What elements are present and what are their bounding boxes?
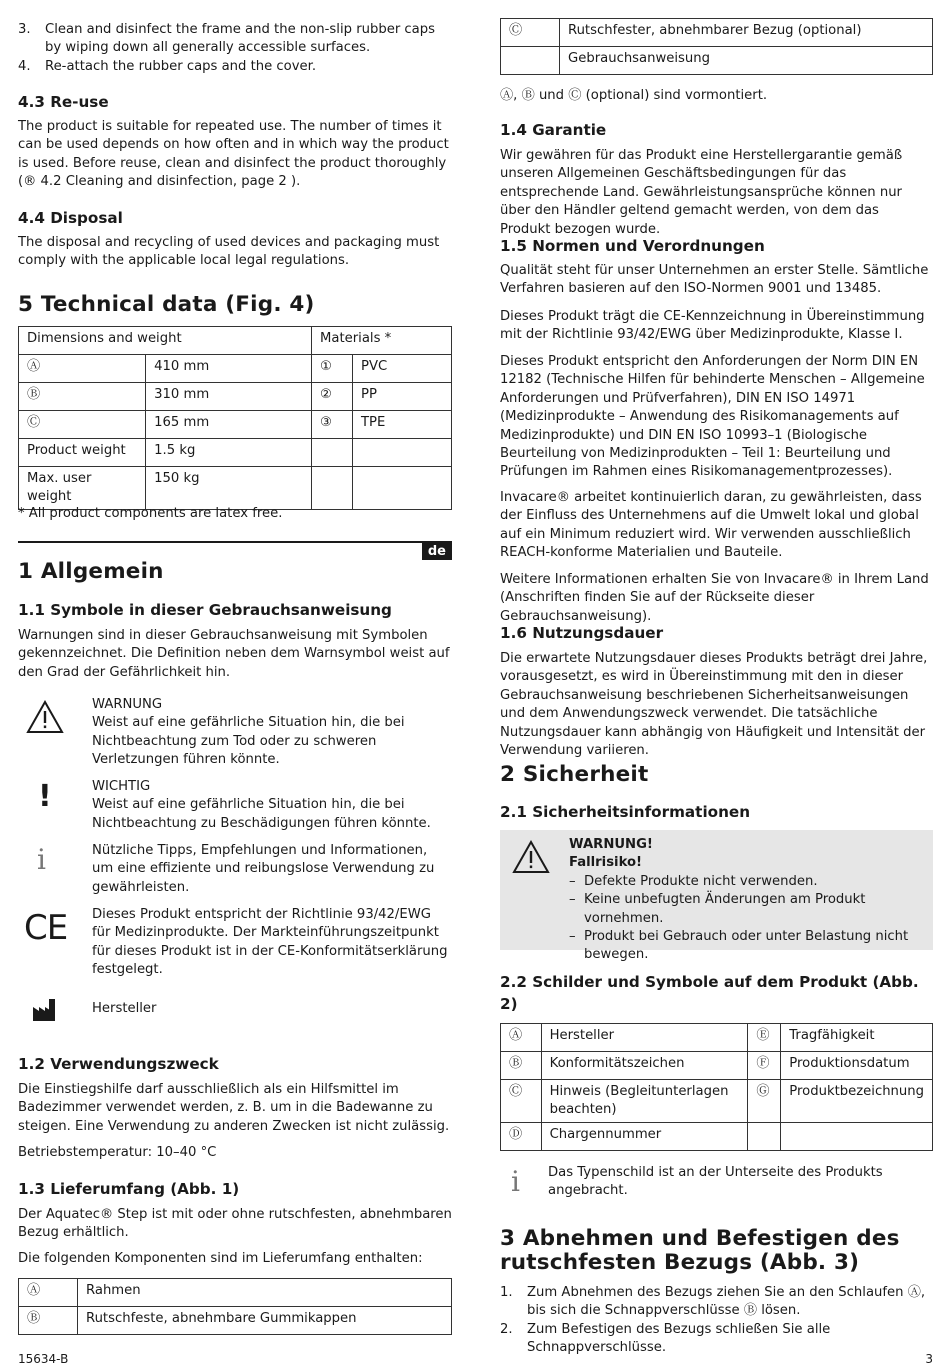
betriebstemperatur: Betriebstemperatur: 10–40 °C (18, 1145, 217, 1160)
table-row: Ⓐ Hersteller Ⓔ Tragfähigkeit (501, 1024, 933, 1052)
table-row: Product weight 1.5 kg (19, 439, 452, 467)
technical-data-table (18, 326, 452, 510)
step-text: Clean and disinfect the frame and the non-slip rubber caps by wiping down all generally accessible surfaces. (45, 22, 436, 56)
disposal-heading: 4.4 Disposal (18, 209, 123, 227)
table-row: Ⓑ 310 mm ② PP (19, 383, 452, 411)
symbole-heading: 1.1 Symbole in dieser Gebrauchsanweisung (18, 601, 392, 619)
wichtig-block (18, 778, 452, 836)
vormontiert-note: Ⓐ, Ⓑ und Ⓒ (optional) sind vormontiert. (500, 88, 768, 103)
document-code: 15634-B (18, 1352, 69, 1366)
reuse-text: The product is suitable for repeated use. The number of times it can be used depends on how often and in which way the product is used. Before reuse, clean and disinfect the product thoroughly (18, 119, 449, 171)
warnung-title: WARNUNG (92, 697, 163, 712)
step-number: 3. (18, 22, 31, 37)
manufacturer-icon (32, 998, 56, 1022)
language-badge: de (422, 543, 452, 560)
list-item: – Produkt bei Gebrauch oder unter Belastung nicht bewegen. (569, 929, 909, 963)
normen-p2: Dieses Produkt trägt die CE-Kennzeichnung in Übereinstimmung mit der Richtlinie 93/42/EWG über Medizinprodukte, Klasse I. (500, 309, 925, 343)
cleaning-step-3 (18, 21, 452, 61)
reuse-heading: 4.3 Re-use (18, 93, 109, 111)
normen-heading: 1.5 Normen und Verordnungen (500, 237, 765, 255)
table-header-materials: Materials * (312, 327, 452, 355)
warning-subtitle: Fallrisiko! (569, 855, 643, 871)
warnung-block (18, 696, 452, 772)
schilder-heading: 2.2 Schilder und Symbole auf dem Produkt (Abb. 2) (500, 973, 919, 1013)
wichtig-text: Weist auf eine gefährliche Situation hin, die bei Nichtbeachtung zu Beschädigungen führen könnte. (92, 797, 431, 831)
warning-triangle-icon (26, 700, 64, 734)
info-block (18, 842, 452, 898)
allgemein-heading: 1 Allgemein (18, 559, 164, 584)
table-row: Ⓐ 410 mm ① PVC (19, 355, 452, 383)
info-icon: i (37, 843, 46, 876)
table-row: Ⓓ Chargennummer (501, 1123, 933, 1151)
typenschild-note-block (500, 1164, 933, 1204)
typenschild-note: Das Typenschild ist an der Unterseite des Produkts angebracht. (548, 1165, 883, 1199)
verwendungszweck-heading: 1.2 Verwendungszweck (18, 1055, 219, 1073)
lieferumfang-heading: 1.3 Lieferumfang (Abb. 1) (18, 1180, 240, 1198)
table-row: Ⓐ Rahmen (19, 1279, 452, 1307)
step-number: 4. (18, 59, 31, 74)
abnehmen-step-1 (500, 1284, 933, 1322)
abnehmen-heading: 3 Abnehmen und Befestigen des rutschfesten Bezugs (Abb. 3) (500, 1226, 900, 1275)
warnung-text: Weist auf eine gefährliche Situation hin, die bei Nichtbeachtung zum Tod oder zu schweren Verletzungen führen könnte. (92, 715, 405, 768)
lieferumfang-text-2: Die folgenden Komponenten sind im Lieferumfang enthalten: (18, 1251, 423, 1266)
normen-p5: Weitere Informationen erhalten Sie von Invacare® in Ihrem Land (Anschriften finden Sie auf der Rückseite dieser Gebrauchsanweisung). (500, 572, 929, 624)
hersteller-text: Hersteller (92, 1001, 157, 1016)
disposal-text: The disposal and recycling of used devices and packaging must comply with the applicable local legal regulations. (18, 235, 440, 269)
table-row: Gebrauchsanweisung (501, 47, 933, 75)
lieferumfang-text: Der Aquatec® Step ist mit oder ohne rutschfesten, abnehmbaren Bezug erhältlich. (18, 1207, 452, 1241)
technical-data-heading: 5 Technical data (Fig. 4) (18, 292, 315, 317)
ce-mark-icon: CE (24, 908, 68, 948)
language-section-rule (18, 541, 452, 543)
lieferumfang-table-continued (500, 18, 933, 75)
exclamation-icon: ! (38, 779, 52, 814)
table-row: Ⓑ Konformitätszeichen Ⓕ Produktionsdatum (501, 1052, 933, 1080)
warning-box (500, 830, 933, 963)
step-text: Zum Abnehmen des Bezugs ziehen Sie an den Schlaufen Ⓐ, bis sich die Schnappverschlüsse Ⓑ lösen. (527, 1285, 926, 1319)
warning-title: WARNUNG! (569, 837, 653, 852)
table-row: Ⓒ Hinweis (Begleitunterlagen beachten) Ⓖ Produktbezeichnung (501, 1080, 933, 1123)
schilder-table (500, 1023, 933, 1151)
abnehmen-step-2 (500, 1321, 933, 1356)
step-text: Zum Befestigen des Bezugs schließen Sie alle Schnappverschlüsse. (527, 1322, 831, 1356)
hersteller-block (18, 998, 452, 1024)
page-number: 3 (925, 1352, 933, 1366)
info-icon: i (511, 1165, 520, 1198)
list-item: – Keine unbefugten Änderungen am Produkt vornehmen. (569, 892, 866, 926)
ce-block (18, 906, 452, 982)
step-number: 1. (500, 1285, 513, 1300)
step-text: Re-attach the rubber caps and the cover. (45, 59, 317, 74)
verwendungszweck-text: Die Einstiegshilfe darf ausschließlich als ein Hilfsmittel im Badezimmer verwendet werden, z. B. um in die Badewanne zu steigen. Eine Verwendung zu anderen Zwecken ist nicht zulässig. (18, 1082, 450, 1134)
ce-text: Dieses Produkt entspricht der Richtlinie 93/42/EWG für Medizinprodukte. Der Markteinführungszeitpunkt für dieses Produkt ist in der CE-Konformitätserklärung festgelegt. (92, 907, 448, 978)
reuse-reference: (® 4.2 Cleaning and disinfection, page 2 ). (18, 174, 301, 189)
table-header-dimensions: Dimensions and weight (19, 327, 312, 355)
info-text: Nützliche Tipps, Empfehlungen und Informationen, um eine effiziente und reibungslose Verwendung zu gewährleisten. (92, 843, 435, 895)
normen-p4: Invacare® arbeitet kontinuierlich daran, zu gewährleisten, dass der Einfluss des Unternehmens auf die Umwelt lokal und global auf ein Minimum reduziert wird. Wir verwenden ausschließlich REACH-konforme Materialien und Bauteile. (500, 490, 922, 561)
symbole-intro: Warnungen sind in dieser Gebrauchsanweisung mit Symbolen gekennzeichnet. Die Definition neben dem Warnsymbol weist auf den Grad der Gefährlichkeit hin. (18, 628, 450, 680)
latex-footnote: * All product components are latex free. (18, 506, 283, 521)
garantie-text: Wir gewähren für das Produkt eine Herstellergarantie gemäß unseren Allgemeinen Geschäftsbedingungen für das entsprechende Land. Gewährleistungsansprüche können nur über den Händler geltend gemacht werden, von dem das Produkt bezogen wurde. (500, 148, 903, 237)
sicherheit-heading: 2 Sicherheit (500, 762, 649, 787)
warning-triangle-icon (512, 840, 550, 874)
nutzungsdauer-heading: 1.6 Nutzungsdauer (500, 624, 664, 642)
sicherheitsinformationen-heading: 2.1 Sicherheitsinformationen (500, 803, 751, 821)
cleaning-step-4 (18, 58, 452, 78)
list-item: – Defekte Produkte nicht verwenden. (569, 873, 818, 889)
normen-p1: Qualität steht für unser Unternehmen an erster Stelle. Sämtliche Verfahren basieren auf den ISO-Normen 9001 und 13485. (500, 263, 929, 297)
step-number: 2. (500, 1322, 513, 1337)
normen-p3: Dieses Produkt entspricht den Anforderungen der Norm DIN EN 12182 (Technische Hilfen für behinderte Menschen – Allgemeine Anforderungen und Prüfverfahren), DIN EN ISO 14971 (Medizinprodukte – Anwendung des Risikomanagements auf Medizinprodukte) und DIN EN ISO 10993–1 (Biologische Beurteilung von Medizinprodukten – Teil 1: Beurteilung und Prüfungen im Rahmen eines Risikomanagementprozesses). (500, 354, 925, 480)
table-row: Ⓑ Rutschfeste, abnehmbare Gummikappen (19, 1307, 452, 1335)
wichtig-title: WICHTIG (92, 779, 151, 794)
garantie-heading: 1.4 Garantie (500, 121, 607, 139)
nutzungsdauer-text: Die erwartete Nutzungsdauer dieses Produkts beträgt drei Jahre, vorausgesetzt, es wird in Übereinstimmung mit den in dieser Gebrauchsanweisung beschriebenen Sicherheitsanweisungen und dem Anwendungszweck verwendet. Die tatsächliche Nutzungsdauer kann abhängig von Häufigkeit und Intensität der Verwendung variieren. (500, 651, 928, 759)
table-row: Max. user weight 150 kg (19, 467, 452, 510)
table-row: Ⓒ 165 mm ③ TPE (19, 411, 452, 439)
table-row: Ⓒ Rutschfester, abnehmbarer Bezug (optional) (501, 19, 933, 47)
lieferumfang-table (18, 1278, 452, 1335)
